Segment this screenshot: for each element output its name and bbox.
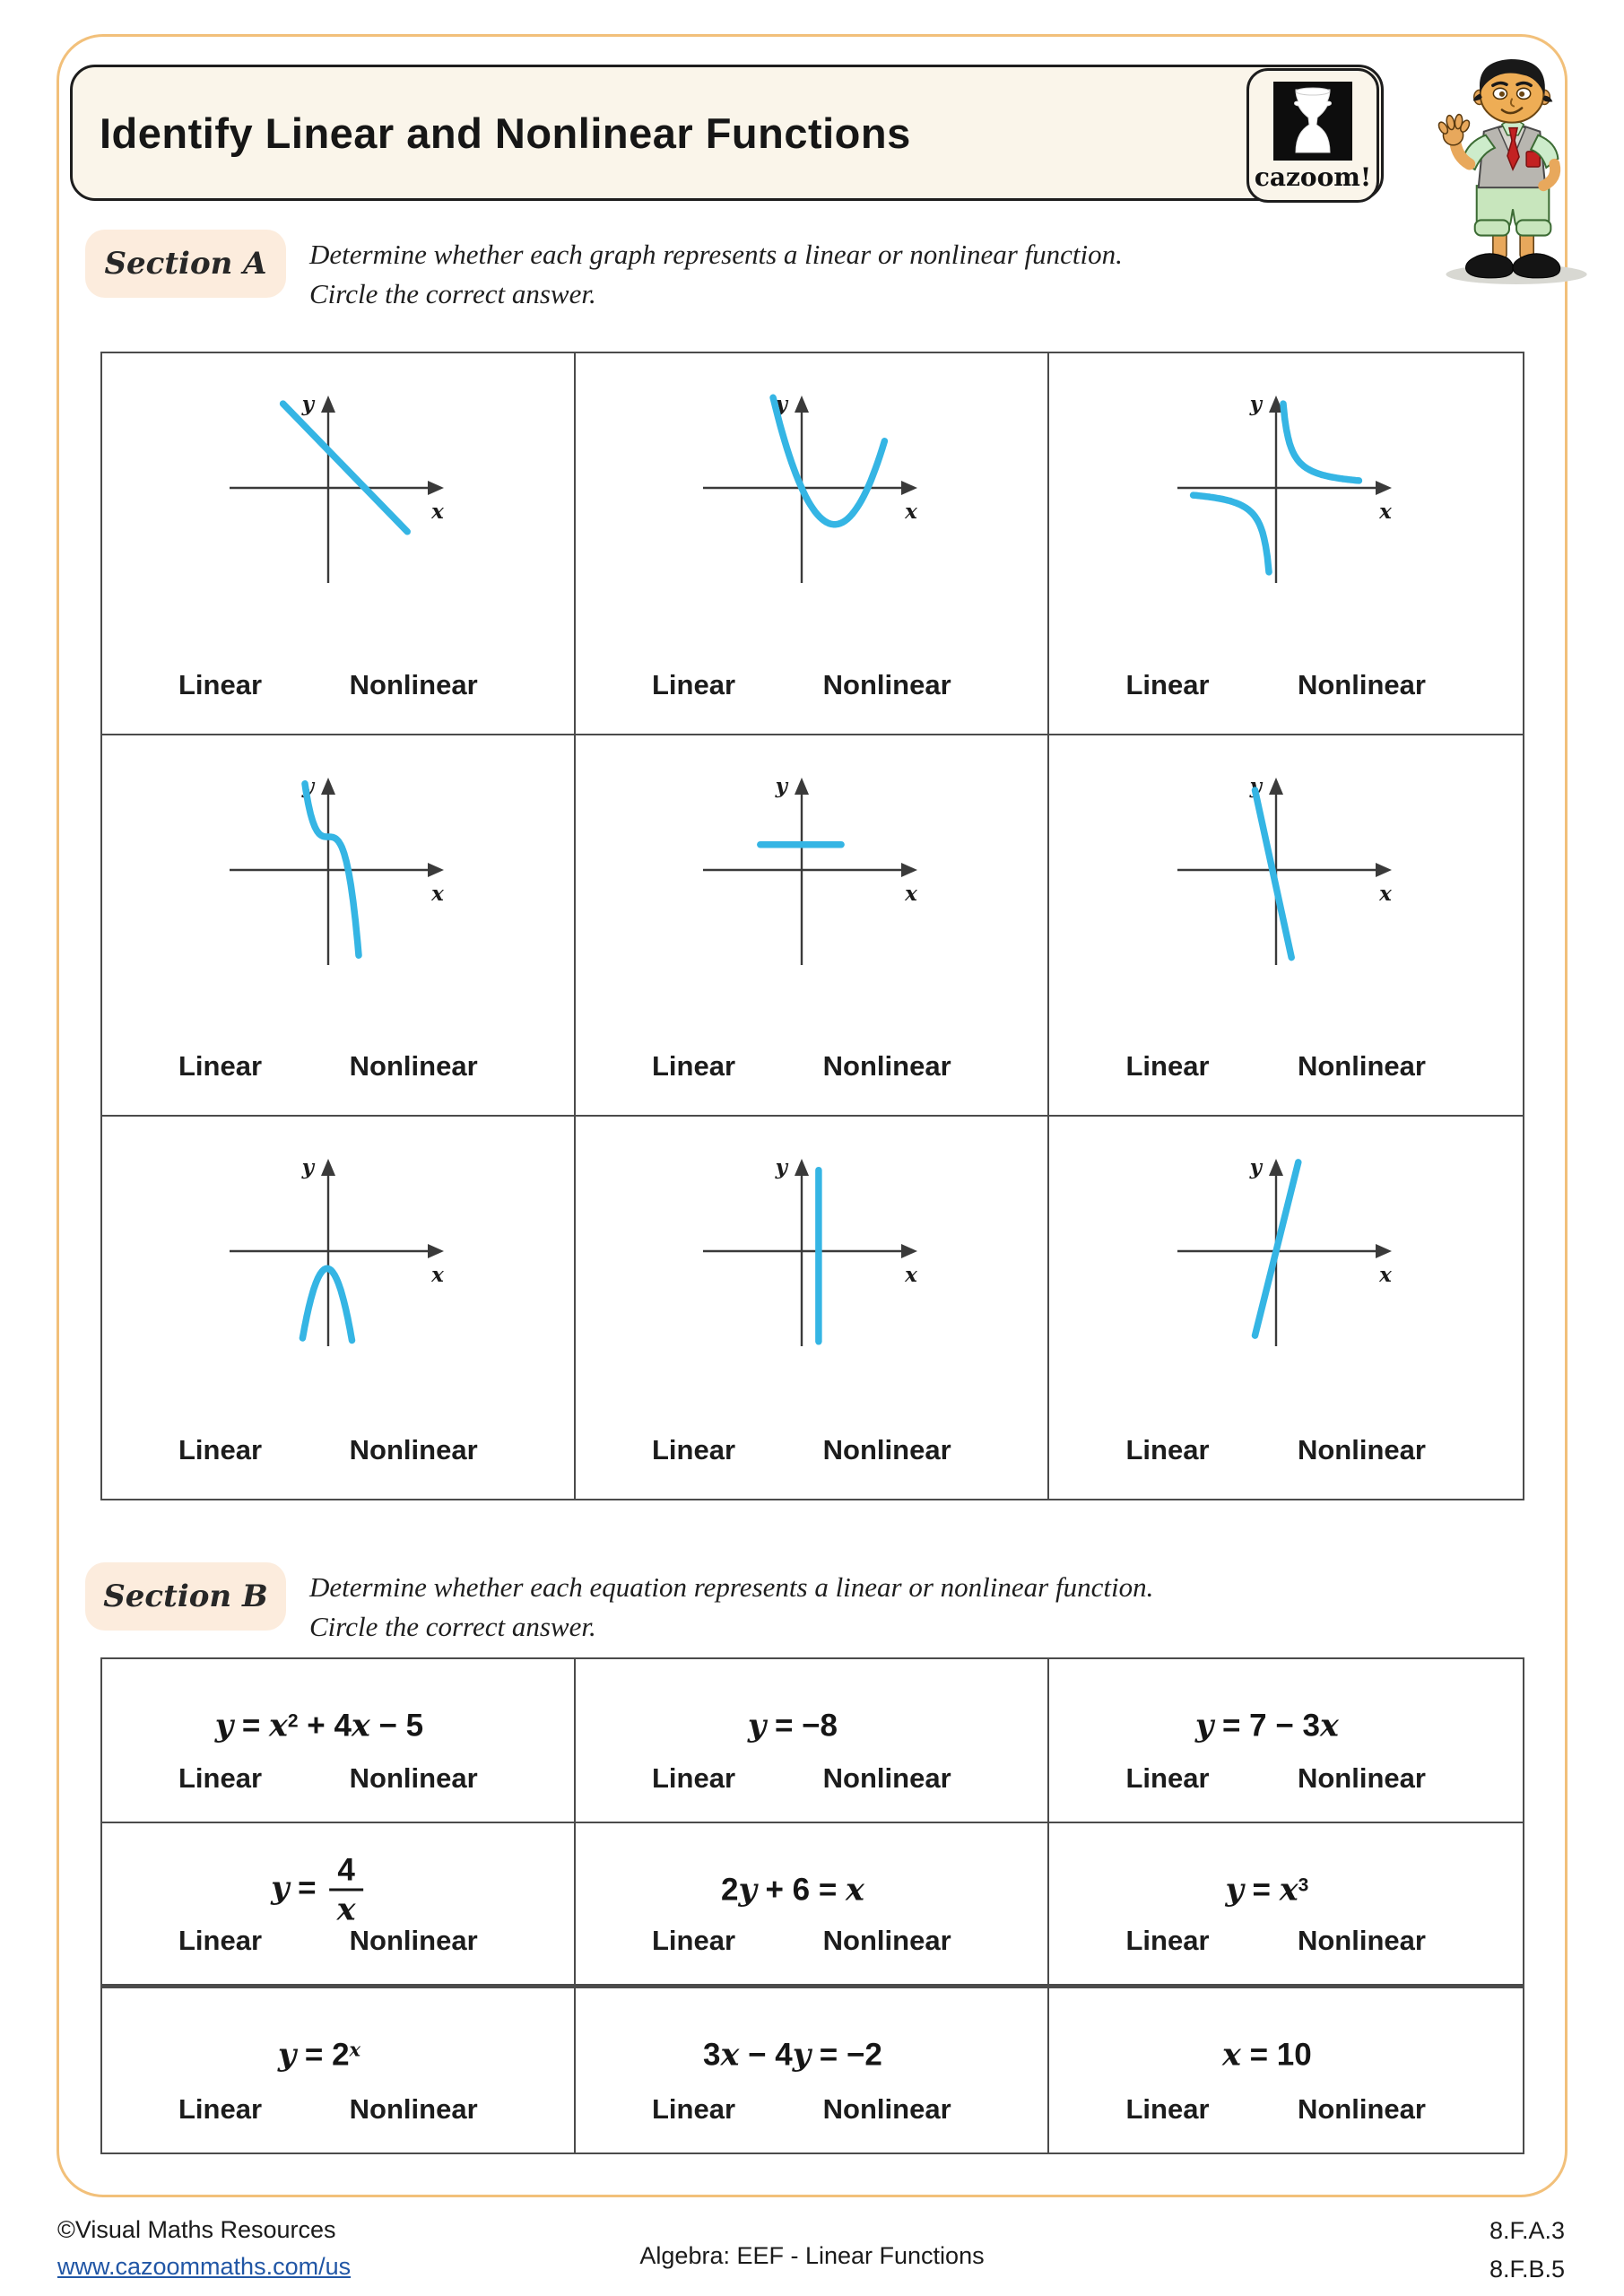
math-variable: x	[720, 2036, 740, 2074]
equation-cell-3	[1049, 1659, 1523, 1823]
page-title: Identify Linear and Nonlinear Functions	[100, 109, 911, 157]
math-variable: y	[214, 1707, 234, 1744]
linear-option[interactable]: Linear	[651, 2092, 736, 2125]
math-variable: x	[351, 1707, 370, 1744]
nonlinear-option[interactable]: Nonlinear	[1297, 1050, 1426, 1083]
equation-cell-4	[102, 1823, 576, 1987]
fraction: $\frac{4}{x}$	[329, 1855, 362, 1926]
math-variable: x	[846, 1871, 864, 1909]
equation-cell-1	[102, 1659, 576, 1823]
function-graph-9	[1133, 1136, 1420, 1371]
function-graph-4	[185, 755, 472, 990]
copyright-text: ©Visual Maths Resources	[57, 2216, 336, 2243]
math-variable: x	[1319, 1707, 1339, 1744]
graph-cell-6	[1049, 735, 1523, 1118]
section-a-instructions: Determine whether each graph represents a linear or nonlinear function. Circle the correct answer.	[309, 239, 1123, 310]
function-curve	[1194, 495, 1269, 572]
function-curve	[1255, 790, 1292, 958]
x-axis-label: x	[1379, 881, 1393, 906]
y-axis-label: y	[302, 1155, 315, 1180]
equation-cell-8	[576, 1988, 1049, 2152]
section-a-label: Section A	[85, 230, 286, 298]
x-axis-label: x	[1379, 500, 1393, 524]
equation: y = −8	[747, 1707, 838, 1744]
graph-cell-5	[576, 735, 1049, 1118]
math-variable: y	[738, 1871, 757, 1909]
nonlinear-option[interactable]: Nonlinear	[822, 2092, 951, 2125]
website-link[interactable]: www.cazoommaths.com/us	[57, 2252, 352, 2280]
y-axis-label: y	[302, 392, 315, 416]
y-axis-label: y	[1250, 1155, 1263, 1180]
linear-option[interactable]: Linear	[178, 2092, 263, 2125]
linear-option[interactable]: Linear	[651, 1433, 736, 1465]
answer-options	[1049, 1925, 1523, 1961]
answer-options	[102, 2093, 574, 2129]
linear-option[interactable]: Linear	[178, 1924, 263, 1956]
equation-answer-table	[100, 1657, 1524, 2154]
math-variable: x	[349, 2038, 361, 2061]
linear-option[interactable]: Linear	[1125, 1050, 1210, 1083]
nonlinear-option[interactable]: Nonlinear	[349, 2092, 478, 2125]
standard-code-1: 8.F.A.3	[1489, 2217, 1565, 2244]
graph-cell-4	[102, 735, 576, 1118]
answer-options	[102, 1925, 574, 1961]
linear-option[interactable]: Linear	[651, 1762, 736, 1795]
linear-option[interactable]: Linear	[178, 1762, 263, 1795]
nonlinear-option[interactable]: Nonlinear	[349, 1050, 478, 1083]
function-graph-7	[185, 1136, 472, 1371]
function-graph-3	[1133, 373, 1420, 608]
nonlinear-option[interactable]: Nonlinear	[822, 1433, 951, 1465]
nonlinear-option[interactable]: Nonlinear	[349, 668, 478, 700]
answer-options	[102, 669, 574, 705]
drum-icon	[1273, 82, 1352, 161]
answer-options	[576, 1762, 1047, 1798]
equation: y = 7 − 3x	[1194, 1707, 1339, 1744]
equation: $y = 2^x$	[277, 2036, 361, 2074]
nonlinear-option[interactable]: Nonlinear	[1297, 1762, 1426, 1795]
function-graph-1	[185, 373, 472, 608]
math-variable: x	[1279, 1871, 1298, 1909]
answer-options	[1049, 1762, 1523, 1798]
graph-cell-1	[102, 353, 576, 735]
equation: 2y + 6 = x	[720, 1871, 864, 1909]
graph-cell-8	[576, 1117, 1049, 1499]
answer-options	[576, 1925, 1047, 1961]
math-variable: y	[1194, 1707, 1214, 1744]
equation: x = 10	[1222, 2036, 1312, 2074]
graph-cell-3	[1049, 353, 1523, 735]
linear-option[interactable]: Linear	[651, 668, 736, 700]
y-axis-label: y	[302, 773, 315, 798]
linear-option[interactable]: Linear	[1125, 2092, 1210, 2125]
answer-options	[576, 1434, 1047, 1470]
function-graph-6	[1133, 755, 1420, 990]
linear-option[interactable]: Linear	[1125, 668, 1210, 700]
y-axis-label: y	[776, 392, 788, 416]
function-curve	[1283, 404, 1359, 481]
answer-options	[102, 1762, 574, 1798]
cazoom-logo	[1246, 68, 1379, 203]
linear-option[interactable]: Linear	[651, 1924, 736, 1956]
graph-cell-7	[102, 1117, 576, 1499]
math-variable: y	[792, 2036, 812, 2074]
mascot-boy-illustration	[1415, 52, 1603, 287]
x-axis-label: x	[431, 1263, 445, 1288]
equation-cell-9	[1049, 1988, 1523, 2152]
math-variable: x	[268, 1707, 288, 1744]
answer-options	[576, 1050, 1047, 1086]
linear-option[interactable]: Linear	[1125, 1433, 1210, 1465]
equation: 3x − 4y = −2	[703, 2036, 882, 2074]
math-variable: y	[271, 1869, 290, 1907]
equation: $y = x^2 + 4x - 5$	[214, 1707, 424, 1744]
linear-option[interactable]: Linear	[1125, 1924, 1210, 1956]
math-variable: x	[336, 1891, 356, 1928]
x-axis-label: x	[905, 1263, 918, 1288]
linear-option[interactable]: Linear	[178, 668, 263, 700]
y-axis-label: y	[776, 1155, 788, 1180]
x-axis-label: x	[905, 500, 918, 524]
equation: $y = x^3$	[1225, 1871, 1309, 1909]
function-curve	[283, 404, 408, 532]
answer-options	[1049, 669, 1523, 705]
y-axis-label: y	[776, 773, 788, 798]
linear-option[interactable]: Linear	[651, 1050, 736, 1083]
nonlinear-option[interactable]: Nonlinear	[822, 1924, 951, 1956]
nonlinear-option[interactable]: Nonlinear	[349, 1433, 478, 1465]
standard-code-2: 8.F.B.5	[1489, 2256, 1565, 2283]
nonlinear-option[interactable]: Nonlinear	[822, 1762, 951, 1795]
nonlinear-option[interactable]: Nonlinear	[1297, 2092, 1426, 2125]
linear-option[interactable]: Linear	[1125, 1762, 1210, 1795]
x-axis-label: x	[431, 881, 445, 906]
section-b-instructions: Determine whether each equation represents a linear or nonlinear function. Circle the correct answer.	[309, 1571, 1154, 1643]
function-graph-2	[658, 373, 945, 608]
nonlinear-option[interactable]: Nonlinear	[1297, 1433, 1426, 1465]
math-variable: y	[277, 2036, 297, 2074]
math-variable: y	[1225, 1871, 1244, 1909]
y-axis-label: y	[1250, 392, 1263, 416]
function-graph-8	[658, 1136, 945, 1371]
equation-cell-6	[1049, 1823, 1523, 1987]
answer-options	[576, 669, 1047, 705]
title-bar	[70, 65, 1384, 201]
answer-options	[102, 1050, 574, 1086]
equation-cell-2	[576, 1659, 1049, 1823]
x-axis-label: x	[431, 500, 445, 524]
linear-option[interactable]: Linear	[178, 1050, 263, 1083]
equation: y = $\frac{4}{x}$	[271, 1855, 368, 1926]
nonlinear-option[interactable]: Nonlinear	[349, 1924, 478, 1956]
x-axis-label: x	[1379, 1263, 1393, 1288]
math-variable: y	[747, 1707, 767, 1744]
nonlinear-option[interactable]: Nonlinear	[822, 1050, 951, 1083]
equation-cell-7	[102, 1988, 576, 2152]
footer-credits	[57, 2212, 351, 2284]
nonlinear-option[interactable]: Nonlinear	[1297, 1924, 1426, 1956]
graph-cell-2	[576, 353, 1049, 735]
nonlinear-option[interactable]: Nonlinear	[1297, 668, 1426, 700]
graph-answer-table	[100, 352, 1524, 1500]
section-b-label: Section B	[85, 1562, 286, 1631]
math-variable: x	[1222, 2036, 1241, 2074]
answer-options	[102, 1434, 574, 1470]
footer-topic: Algebra: EEF - Linear Functions	[639, 2242, 985, 2269]
function-curve	[774, 397, 885, 524]
footer-standards	[1489, 2212, 1565, 2289]
equation-cell-5	[576, 1823, 1049, 1987]
logo-wordmark: cazoom!	[1254, 162, 1372, 192]
linear-option[interactable]: Linear	[178, 1433, 263, 1465]
answer-options	[1049, 2093, 1523, 2129]
x-axis-label: x	[905, 881, 918, 906]
nonlinear-option[interactable]: Nonlinear	[349, 1762, 478, 1795]
graph-cell-9	[1049, 1117, 1523, 1499]
answer-options	[1049, 1434, 1523, 1470]
function-graph-5	[658, 755, 945, 990]
answer-options	[1049, 1050, 1523, 1086]
answer-options	[576, 2093, 1047, 2129]
y-axis-label: y	[1250, 773, 1263, 798]
nonlinear-option[interactable]: Nonlinear	[822, 668, 951, 700]
